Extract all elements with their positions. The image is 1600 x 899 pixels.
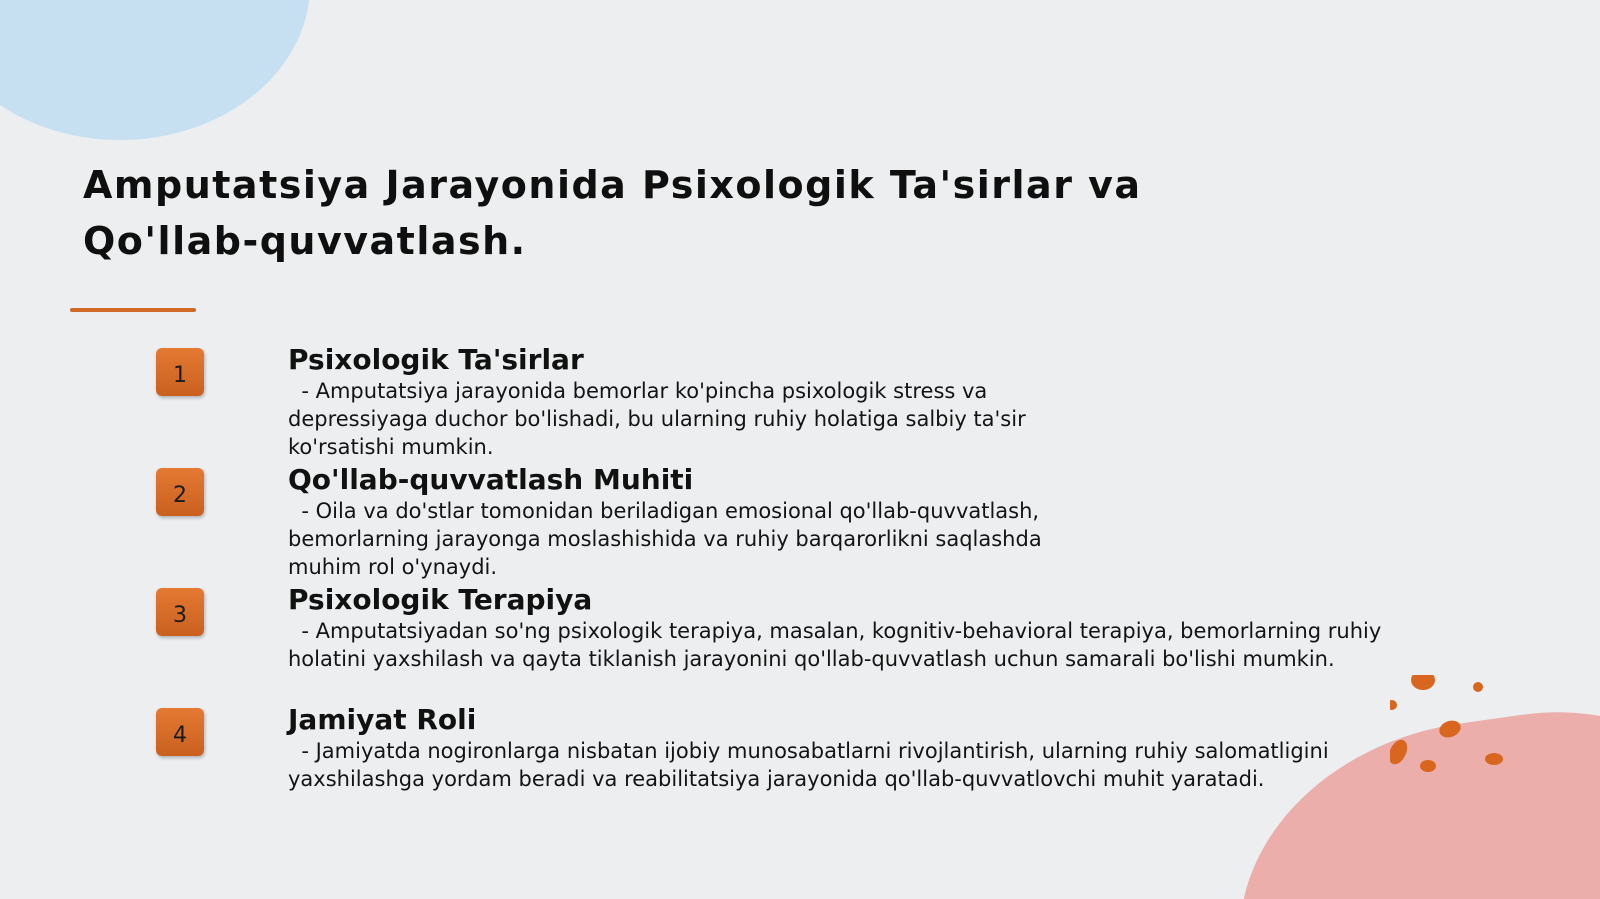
item-heading: Jamiyat Roli: [288, 703, 477, 736]
step-badge-1: 1: [156, 348, 204, 396]
item-description-line: muhim rol o'ynaydi.: [288, 555, 498, 579]
list-item-qollab-quvvatlash-muhiti: [288, 463, 1448, 581]
list-item-jamiyat-roli: [288, 703, 1448, 793]
step-badge-4: 4: [156, 708, 204, 756]
slide-title: Amputatsiya Jarayonida Psixologik Ta'sirlar va Qo'llab-quvvatlash.: [83, 163, 1142, 263]
item-description-line: bemorlarning jarayonga moslashishida va ruhiy barqarorlikni saqlashda: [288, 527, 1042, 551]
decorative-blue-blob: [0, 0, 310, 140]
item-description-line: ko'rsatishi mumkin.: [288, 435, 494, 459]
step-badge-2: 2: [156, 468, 204, 516]
list-item-psixologik-terapiya: [288, 583, 1448, 673]
title-underline: [70, 308, 196, 312]
item-heading: Qo'llab-quvvatlash Muhiti: [288, 463, 694, 496]
item-heading: Psixologik Ta'sirlar: [288, 343, 584, 376]
item-description-line: - Oila va do'stlar tomonidan beriladigan emosional qo'llab-quvvatlash,: [288, 499, 1040, 523]
item-description-line: holatini yaxshilash va qayta tiklanish jarayonini qo'llab-quvvatlash uchun samarali bo'lishi mumkin.: [288, 647, 1335, 671]
item-heading: Psixologik Terapiya: [288, 583, 593, 616]
item-description-line: depressiyaga duchor bo'lishadi, bu ularning ruhiy holatiga salbiy ta'sir: [288, 407, 1026, 431]
item-description-line: yaxshilashga yordam beradi va reabilitatsiya jarayonida qo'llab-quvvatlovchi muhit yaratadi.: [288, 767, 1265, 791]
item-description-line: - Amputatsiya jarayonida bemorlar ko'pincha psixologik stress va: [288, 379, 988, 403]
item-description: [288, 497, 1448, 581]
item-description-line: - Amputatsiyadan so'ng psixologik terapiya, masalan, kognitiv-behavioral terapiya, bemorlarning ruhiy: [288, 619, 1382, 643]
list-item-psixologik-tasirlar: [288, 343, 1448, 461]
item-description: [288, 377, 1448, 461]
step-badge-3: 3: [156, 588, 204, 636]
item-description: [288, 617, 1448, 673]
item-description: [288, 737, 1448, 793]
item-description-line: - Jamiyatda nogironlarga nisbatan ijobiy munosabatlarni rivojlantirish, ularning ruhiy salomatligini: [288, 739, 1329, 763]
